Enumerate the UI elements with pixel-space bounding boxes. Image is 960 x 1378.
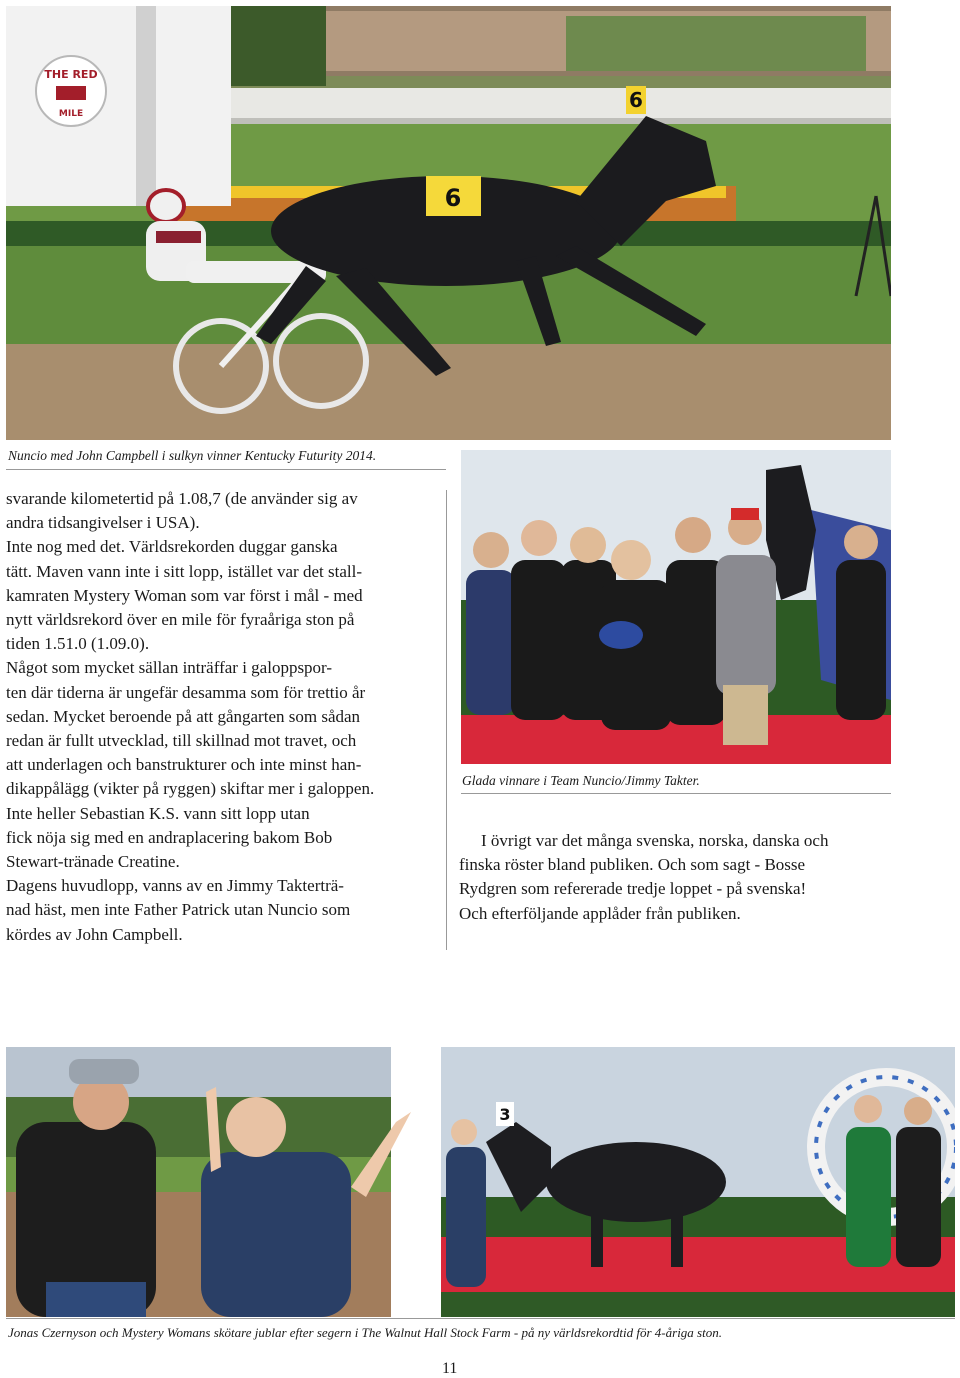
page-number: 11 [442, 1360, 458, 1377]
text-line: Inte nog med det. Världsrekorden duggar ganska [6, 537, 338, 557]
text-line: ten där tiderna är ungefär desamma som för trettio år [6, 682, 366, 702]
text-line: finska röster bland publiken. Och som sagt - Bosse [459, 855, 806, 875]
caption-right-photo: Glada vinnare i Team Nuncio/Jimmy Takter. [462, 773, 700, 788]
text-line: dikappålägg (vikter på ryggen) skiftar mer i galoppen. [6, 779, 375, 799]
left-text-column [6, 487, 437, 947]
text-line: Något som mycket sällan inträffar i galoppspor- [6, 658, 333, 678]
text-line: att underlagen och banstrukturer och inte minst han- [6, 755, 362, 775]
text-line: tiden 1.51.0 (1.09.0). [6, 634, 150, 654]
divider-top [6, 469, 446, 470]
divider-right [461, 793, 891, 794]
text-line: tätt. Maven vann inte i sitt lopp, istället var det stall- [6, 561, 362, 581]
harness-race-photo [6, 6, 891, 440]
text-line: nad häst, men inte Father Patrick utan Nuncio som [6, 900, 351, 920]
text-line: Och efterföljande applåder från publiken. [459, 903, 741, 923]
winners-team-photo [461, 450, 891, 764]
text-line: Stewart-tränade Creatine. [6, 852, 180, 872]
text-line: kamraten Mystery Woman som var först i mål - med [6, 585, 363, 605]
post-number-bottom: 3 [499, 1105, 511, 1124]
saddle-number: 6 [444, 184, 462, 212]
logo-text-top: THE RED [44, 68, 98, 81]
logo-text-bottom: MILE [58, 109, 84, 119]
text-line: nytt världsrekord över en mile för fyraåriga ston på [6, 610, 355, 630]
text-line: fick nöja sig med en andraplacering bakom Bob [6, 827, 333, 847]
column-divider [446, 490, 447, 950]
text-line: I övrigt var det många svenska, norska, danska och [481, 831, 829, 850]
text-line: Rydgren som refererade tredje loppet - på svenska! [459, 879, 807, 899]
caption-top-photo: Nuncio med John Campbell i sulkyn vinner Kentucky Futurity 2014. [8, 448, 377, 463]
post-number: 6 [629, 88, 643, 112]
right-text-column [459, 829, 899, 926]
text-line: Dagens huvudlopp, vanns av en Jimmy Takterträ- [6, 876, 344, 896]
text-line: redan är fullt utvecklad, till skillnad mot travet, och [6, 731, 357, 751]
divider-bottom [6, 1318, 955, 1319]
text-line: andra tidsangivelser i USA). [6, 513, 200, 533]
text-line: svarande kilometertid på 1.08,7 (de använder sig av [6, 489, 358, 508]
text-line: Inte heller Sebastian K.S. vann sitt lopp utan [6, 803, 310, 823]
celebration-photo [6, 1047, 955, 1317]
caption-bottom-photo: Jonas Czernyson och Mystery Womans skötare jublar efter segern i The Walnut Hall Stock Farm - på ny världsrekordtid för 4-åriga ston. [8, 1325, 722, 1340]
text-line: kördes av John Campbell. [6, 924, 183, 944]
text-line: sedan. Mycket beroende på att gångarten som sådan [6, 706, 361, 726]
